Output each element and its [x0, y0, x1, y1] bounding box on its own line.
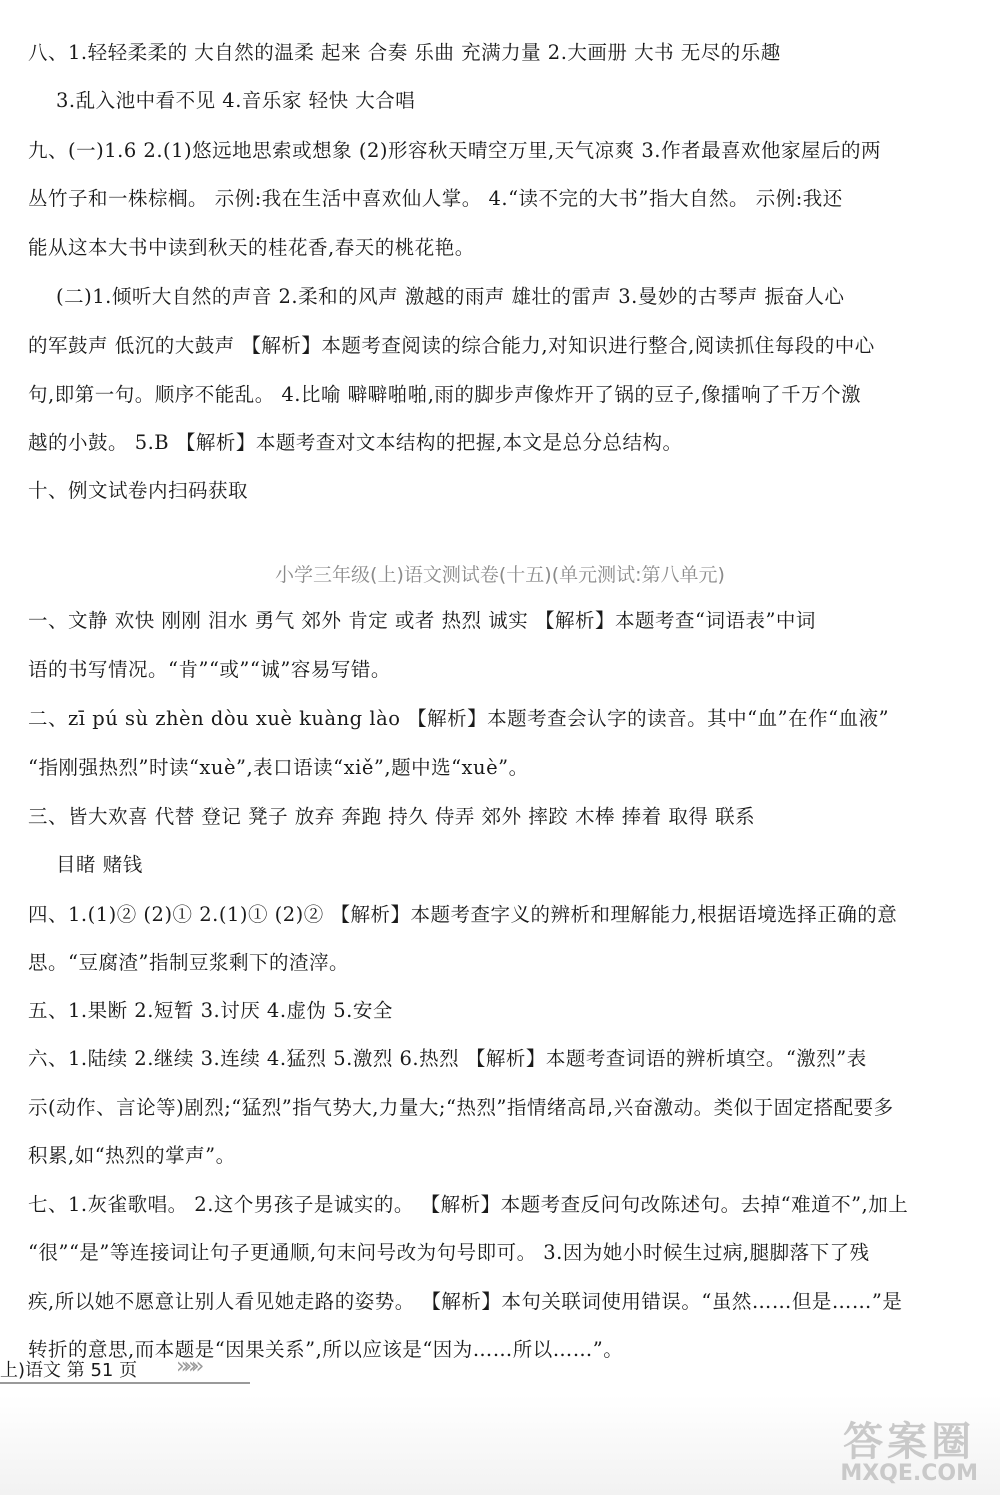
answer-line-6: (二)1.倾听大自然的声音 2.柔和的风声 激越的雨声 雄壮的雷声 3.曼妙的古琴声 振奋人心 — [56, 285, 845, 308]
answer-line-5: 能从这本大书中读到秋天的桂花香,春天的桃花艳。 — [28, 236, 475, 259]
answer-line-26: 转折的意思,而本题是“因果关系”,所以应该是“因为……所以……”。 — [28, 1338, 624, 1361]
answer-line-17: 四、1.(1)② (2)① 2.(1)① (2)② 【解析】本题考查字义的辨析和理解能力,根据语境选择正确的意 — [28, 903, 898, 926]
page-number-label: 上)语文 第 51 页 — [0, 1360, 138, 1381]
answer-line-2: 3.乱入池中看不见 4.音乐家 轻快 大合唱 — [56, 89, 416, 112]
answer-line-19: 五、1.果断 2.短暂 3.讨厌 4.虚伪 5.安全 — [28, 999, 393, 1022]
section-title: 小学三年级(上)语文测试卷(十五)(单元测试:第八单元) — [275, 564, 725, 586]
answer-line-24: “很”“是”等连接词让句子更通顺,句末问号改为句号即可。 3.因为她小时候生过病,腿脚落下了残 — [28, 1241, 870, 1264]
answer-line-3: 九、(一)1.6 2.(1)悠远地思索或想象 (2)形容秋天晴空万里,天气凉爽 3.作者最喜欢他家屋后的两 — [28, 139, 881, 162]
answer-line-13: 二、zī pú sù zhèn dòu xuè kuàng lào 【解析】本题考查会认字的读音。其中“血”在作“血液” — [28, 707, 890, 730]
watermark-title: 答案圈 — [843, 1419, 976, 1465]
answer-line-8: 句,即第一句。顺序不能乱。 4.比喻 噼噼啪啪,雨的脚步声像炸开了锅的豆子,像擂响了千万个激 — [28, 383, 862, 406]
answer-line-11: 一、文静 欢快 刚刚 泪水 勇气 郊外 肯定 或者 热烈 诚实 【解析】本题考查“词语表”中词 — [28, 609, 816, 632]
answer-line-25: 疾,所以她不愿意让别人看见她走路的姿势。 【解析】本句关联词使用错误。“虽然……但是……”是 — [28, 1290, 903, 1313]
footer-rule — [0, 1382, 250, 1384]
answer-line-23: 七、1.灰雀歌唱。 2.这个男孩子是诚实的。 【解析】本题考查反问句改陈述句。去掉“难道不”,加上 — [28, 1193, 909, 1216]
answer-line-15: 三、皆大欢喜 代替 登记 凳子 放弃 奔跑 持久 侍弄 郊外 摔跤 木棒 捧着 取得 联系 — [28, 805, 756, 828]
answer-line-14: “指刚强热烈”时读“xuè”,表口语读“xiě”,题中选“xuè”。 — [28, 756, 529, 779]
answer-line-9: 越的小鼓。 5.B 【解析】本题考查对文本结构的把握,本文是总分总结构。 — [28, 431, 683, 454]
answer-line-7: 的军鼓声 低沉的大鼓声 【解析】本题考查阅读的综合能力,对知识进行整合,阅读抓住每段的中心 — [28, 334, 875, 357]
answer-line-4: 丛竹子和一株棕榈。 示例:我在生活中喜欢仙人掌。 4.“读不完的大书”指大自然。 示例:我还 — [28, 187, 843, 210]
watermark-url: MXQE.COM — [840, 1461, 978, 1486]
answer-line-16: 目睹 赌钱 — [56, 853, 143, 876]
answer-line-1: 八、1.轻轻柔柔的 大自然的温柔 起来 合奏 乐曲 充满力量 2.大画册 大书 无尽的乐趣 — [28, 41, 781, 64]
answer-line-12: 语的书写情况。“肯”“或”“诚”容易写错。 — [28, 658, 391, 681]
page-footer — [0, 1352, 260, 1392]
answer-line-22: 积累,如“热烈的掌声”。 — [28, 1144, 236, 1167]
answer-line-20: 六、1.陆续 2.继续 3.连续 4.猛烈 5.激烈 6.热烈 【解析】本题考查词语的辨析填空。“激烈”表 — [28, 1047, 867, 1070]
answer-line-10: 十、例文试卷内扫码获取 — [28, 479, 249, 502]
double-arrow-icon: »»» — [176, 1354, 199, 1379]
watermark-logo — [840, 1410, 978, 1486]
answer-line-21: 示(动作、言论等)剧烈;“猛烈”指气势大,力量大;“热烈”指情绪高昂,兴奋激动。类似于固定搭配要多 — [28, 1096, 894, 1119]
answer-line-18: 思。“豆腐渣”指制豆浆剩下的渣滓。 — [28, 951, 349, 974]
